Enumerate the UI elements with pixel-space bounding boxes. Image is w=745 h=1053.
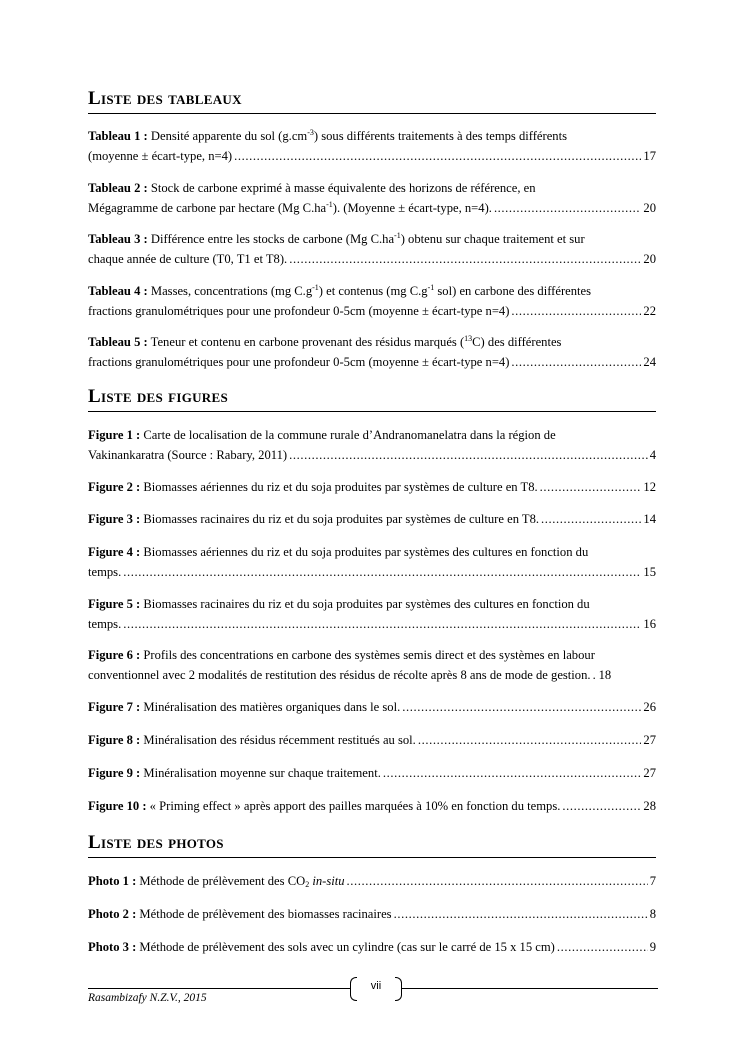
- page-number: 4: [649, 447, 656, 462]
- leader-dots: [383, 764, 642, 784]
- entry-text: Biomasses racinaires du riz et du soja produites par systèmes des cultures en fonction du: [140, 597, 590, 611]
- footer-page-number: vii: [370, 980, 382, 992]
- entry-label: Figure 3 :: [88, 512, 141, 526]
- entry-text: temps.: [88, 616, 122, 631]
- entry-label: Photo 1 :: [88, 874, 137, 888]
- entry-label: Photo 2 :: [88, 907, 137, 921]
- superscript: -3: [307, 128, 314, 137]
- entry-text: sol) en carbone des différentes: [434, 284, 592, 298]
- page-number: 26: [643, 700, 656, 714]
- table-entry-4[interactable]: [88, 282, 656, 321]
- page-number: 8: [649, 907, 656, 921]
- superscript: -1: [326, 199, 333, 209]
- entry-text: ) et contenus (mg C.g: [318, 284, 428, 298]
- entry-text: Biomasses aériennes du riz et du soja produites par systèmes de culture en T8.: [140, 480, 538, 494]
- page-number: 27: [643, 733, 656, 747]
- entry-label: Figure 5 :: [88, 597, 141, 611]
- leader-dots: [289, 446, 648, 466]
- page-number: 18: [598, 667, 612, 682]
- leader-dots: [557, 938, 648, 958]
- figure-entry-9[interactable]: [88, 764, 656, 784]
- figures-heading: Liste des figures: [88, 386, 656, 412]
- entry-label: Tableau 3 :: [88, 232, 148, 246]
- entry-label: Figure 6 :: [88, 648, 141, 662]
- photo-entry-1[interactable]: [88, 872, 656, 892]
- entry-text: fractions granulométriques pour une profondeur 0-5cm (moyenne ± écart-type n=4): [88, 303, 510, 318]
- entry-label: Figure 1 :: [88, 428, 141, 442]
- leader-dots: [511, 302, 641, 322]
- figure-entry-5[interactable]: [88, 595, 656, 634]
- leader-dots: [347, 872, 648, 892]
- superscript: -1: [427, 283, 435, 292]
- page-number: 15: [643, 564, 656, 579]
- entry-text: ) obtenu sur chaque traitement et sur: [400, 232, 585, 246]
- entry-text: fractions granulométriques pour une profondeur 0-5cm (moyenne ± écart-type n=4): [88, 354, 510, 369]
- entry-text: Teneur et contenu en carbone provenant des résidus marqués (: [147, 335, 465, 349]
- entry-text: Biomasses racinaires du riz et du soja produites par systèmes de culture en T8.: [140, 512, 540, 526]
- figure-entry-7[interactable]: [88, 698, 656, 718]
- page-number: 16: [643, 616, 656, 631]
- entry-label: Tableau 2 :: [88, 181, 148, 195]
- entry-text: Méthode de prélèvement des sols avec un cylindre (cas sur le carré de 15 x 15 cm): [136, 940, 555, 954]
- superscript: -1: [312, 283, 319, 292]
- tables-heading: Liste des tableaux: [88, 88, 656, 114]
- footer-author: Rasambizafy N.Z.V., 2015: [88, 992, 207, 1004]
- leader-dots: [541, 510, 641, 530]
- entry-text: ) sous différents traitements à des temps différents: [313, 129, 567, 143]
- table-entry-5[interactable]: [88, 333, 656, 372]
- page-number: 22: [643, 303, 656, 318]
- subscript: 2: [305, 880, 310, 889]
- entry-label: Tableau 4 :: [88, 284, 148, 298]
- entry-text: Carte de localisation de la commune rurale d’Andranomanelatra dans la région de: [140, 428, 556, 442]
- leader-dots: [402, 698, 641, 718]
- figure-entry-10[interactable]: [88, 797, 656, 817]
- table-entry-2[interactable]: [88, 179, 656, 218]
- footer-page-box: [350, 977, 402, 999]
- entry-label: Tableau 1 :: [88, 129, 148, 143]
- entry-text: Méthode de prélèvement des CO: [136, 874, 306, 888]
- entry-text: Mégagramme de carbone par hectare (Mg C.ha: [88, 200, 327, 215]
- leader-dots: [593, 666, 597, 686]
- leader-dots: [289, 250, 641, 270]
- leader-dots: [123, 563, 641, 583]
- page-number: 20: [643, 251, 656, 266]
- page-number: 27: [643, 766, 656, 780]
- leader-dots: [494, 199, 641, 219]
- entry-text: Densité apparente du sol (g.cm: [147, 129, 308, 143]
- entry-text: « Priming effect » après apport des pailles marquées à 10% en fonction du temps.: [146, 799, 561, 813]
- entry-label: Figure 4 :: [88, 545, 141, 559]
- photos-heading: Liste des photos: [88, 832, 656, 858]
- entry-label: Photo 3 :: [88, 940, 137, 954]
- entry-text: conventionnel avec 2 modalités de restitution des résidus de récolte après 8 ans de mode de gestion.: [88, 667, 591, 682]
- table-entry-1[interactable]: [88, 127, 656, 166]
- figure-entry-6[interactable]: [88, 646, 656, 685]
- leader-dots: [123, 615, 641, 635]
- page-number: 20: [643, 200, 656, 215]
- figure-entry-8[interactable]: [88, 731, 656, 751]
- page-number: 28: [643, 799, 656, 813]
- entry-italic-text: in-situ: [312, 874, 345, 888]
- page-number: 7: [649, 874, 656, 888]
- page-number: 17: [643, 148, 656, 163]
- entry-text: ). (Moyenne ± écart-type, n=4).: [332, 200, 492, 215]
- figure-entry-2[interactable]: [88, 478, 656, 498]
- page-number: 14: [643, 512, 656, 526]
- leader-dots: [418, 731, 642, 751]
- leader-dots: [234, 147, 641, 167]
- entry-text: Minéralisation moyenne sur chaque traitement.: [140, 766, 381, 780]
- entry-label: Figure 7 :: [88, 700, 141, 714]
- entry-text: Vakinankaratra (Source : Rabary, 2011): [88, 447, 288, 462]
- superscript: 13: [464, 334, 473, 343]
- leader-dots: [394, 905, 648, 925]
- entry-label: Figure 2 :: [88, 480, 141, 494]
- entry-text: Différence entre les stocks de carbone (Mg C.ha: [147, 232, 395, 246]
- leader-dots: [562, 797, 641, 817]
- entry-label: Tableau 5 :: [88, 335, 148, 349]
- photo-entry-3[interactable]: [88, 938, 656, 958]
- entry-text: Minéralisation des matières organiques dans le sol.: [140, 700, 401, 714]
- page-number: 12: [643, 480, 656, 494]
- entry-text: Minéralisation des résidus récemment restitués au sol.: [140, 733, 416, 747]
- entry-label: Figure 8 :: [88, 733, 141, 747]
- entry-label: Figure 9 :: [88, 766, 141, 780]
- superscript: -1: [394, 231, 401, 240]
- entry-text: C) des différentes: [472, 335, 562, 349]
- page-number: 9: [649, 940, 656, 954]
- entry-text: Biomasses aériennes du riz et du soja produites par systèmes des cultures en fonction du: [140, 545, 589, 559]
- entry-text: chaque année de culture (T0, T1 et T8).: [88, 251, 288, 266]
- entry-label: Figure 10 :: [88, 799, 147, 813]
- figure-entry-3[interactable]: [88, 510, 656, 530]
- entry-text: Stock de carbone exprimé à masse équivalente des horizons de référence, en: [147, 181, 536, 195]
- figure-entry-4[interactable]: [88, 543, 656, 582]
- entry-text: (moyenne ± écart-type, n=4): [88, 148, 233, 163]
- entry-text: Méthode de prélèvement des biomasses racinaires: [136, 907, 392, 921]
- entry-text: Profils des concentrations en carbone des systèmes semis direct et des systèmes en labour: [140, 648, 595, 662]
- entry-text: temps.: [88, 564, 122, 579]
- figure-entry-1[interactable]: [88, 426, 656, 465]
- leader-dots: [540, 478, 642, 498]
- table-entry-3[interactable]: [88, 230, 656, 269]
- page-number: 24: [643, 354, 656, 369]
- leader-dots: [511, 353, 641, 373]
- photo-entry-2[interactable]: [88, 905, 656, 925]
- entry-text: Masses, concentrations (mg C.g: [147, 284, 313, 298]
